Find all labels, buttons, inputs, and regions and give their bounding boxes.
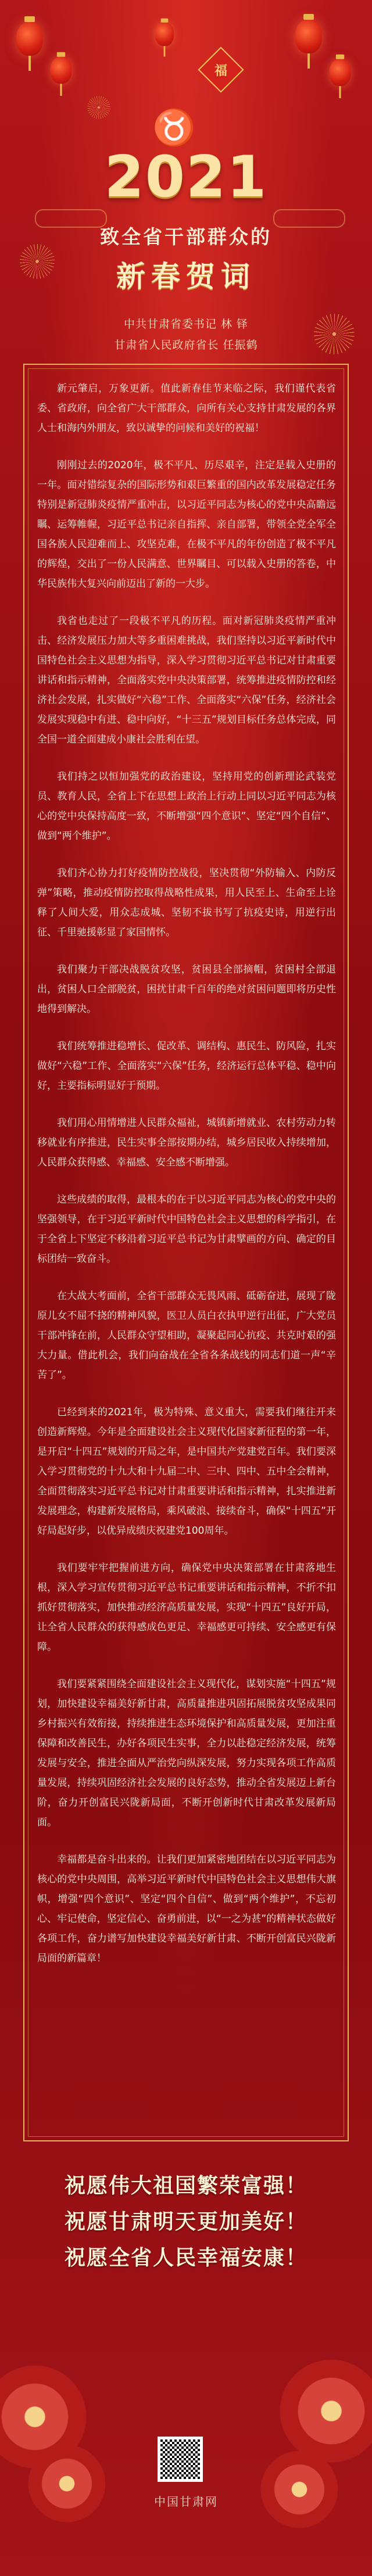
- paragraph: 我们统筹推进稳增长、促改革、调结构、惠民生、防风险，扎实做好“六稳”工作、全面落实“六保”任务，经济运行总体平稳、稳中向好，主要指标明显好于预期。: [37, 1041, 336, 1092]
- lantern-icon: [330, 59, 351, 86]
- paragraph: 新元肇启，万象更新。值此新春佳节来临之际，我们谨代表省委、省政府，向全省广大干部群众，向所有关心支持甘肃发展的各界人士和海内外朋友，致以诚挚的问候和美好的祝福！: [37, 383, 336, 434]
- message-panel: [23, 364, 349, 2141]
- paragraph: 已经到来的2021年，极为特殊、意义重大，需要我们继往开来创造新辉煌。今年是全面建设社会主义现代化国家新征程的第一年，是开启“十四五”规划的开局之年，是中国共产党建党百年。我们要深入学习贯彻党的十九大和十九届二中、三中、四中、五中全会精神，全面贯彻落实习近平总书记对甘肃重要讲话和指示精神，扎实推进新发展理念，构建新发展格局，乘风破浪、接续奋斗，确保“十四五”开好局起好步，以优异成绩庆祝建党100周年。: [37, 1407, 336, 1537]
- fu-character: 福: [214, 63, 227, 78]
- footer: [0, 2289, 372, 2576]
- slogan-line: 祝愿伟大祖国繁荣富强！: [64, 2174, 307, 2198]
- message-body: [37, 379, 336, 1986]
- year-title: 2021: [104, 144, 268, 210]
- paragraph: 我们聚力干部决战脱贫攻坚，贫困县全部摘帽，贫困村全部退出，贫困人口全部脱贫，困扰甘肃千百年的绝对贫困问题即将历史性地得到解决。: [37, 964, 336, 1015]
- lantern-icon: [155, 23, 174, 46]
- header-banner: [0, 0, 372, 349]
- lantern-icon: [295, 20, 322, 53]
- page-title: 新春贺词: [116, 259, 256, 293]
- lantern-icon: [16, 22, 43, 56]
- slogans-block: [0, 2168, 372, 2276]
- slogan-line: 祝愿甘肃明天更加美好！: [64, 2210, 307, 2234]
- paragraph: 我们齐心协力打好疫情防控战役，坚决贯彻“外防输入、内防反弹”策略，推动疫情防控取得战略性成果，用人民至上、生命至上诠释了人间大爱，用众志成城、坚韧不拔书写了抗疫史诗，用逆行出征、千里驰援彰显了家国情怀。: [37, 867, 336, 938]
- slogan-line: 祝愿全省人民幸福安康！: [64, 2246, 307, 2270]
- paragraph: 刚刚过去的2020年，极不平凡、历尽艰辛，注定是载入史册的一年。面对错综复杂的国际形势和艰巨繁重的国内改革发展稳定任务特别是新冠肺炎疫情严重冲击，以习近平同志为核心的党中央高瞻远瞩、运筹帷幄，习近平总书记亲自指挥、亲自部署，带领全党全军全国各族人民迎难而上、攻坚克难，在极不平凡的年份创造了极不平凡的辉煌，交出了一份人民满意、世界瞩目、可以载入史册的答卷，中华民族伟大复兴向前迈出了新的一大步。: [37, 460, 336, 590]
- flower-decoration-icon: [256, 2446, 343, 2533]
- firework-icon: [87, 96, 110, 119]
- flower-decoration-icon: [23, 2440, 110, 2527]
- qr-code[interactable]: [158, 2437, 203, 2482]
- lantern-icon: [51, 57, 72, 84]
- paragraph: 在大战大考面前，全省干部群众无畏风雨、砥砺奋进，展现了陇原儿女不屈不挠的精神风貌，医卫人员白衣执甲逆行出征，广大党员干部冲锋在前，人民群众守望相助，凝聚起同心抗疫、共克时艰的强大力量。借此机会，我们向奋战在全省各条战线的同志们道一声“辛苦了”。: [37, 1290, 336, 1381]
- paragraph: 我们要牢牢把握前进方向，确保党中央决策部署在甘肃落地生根，深入学习宣传贯彻习近平总书记重要讲话和指示精神，不折不扣抓好贯彻落实，加快推动经济高质量发展，实现“十四五”良好开局，让全省人民群众的获得感成色更足、幸福感更可持续、安全感更有保障。: [37, 1562, 336, 1653]
- author-line: 中共甘肃省委书记 林 铎: [123, 318, 249, 331]
- paragraph: 我们用心用情增进人民群众福祉，城镇新增就业、农村劳动力转移就业有序推进，民生实事全部按期办结，城乡居民收入持续增加，人民群众获得感、幸福感、安全感不断增强。: [37, 1117, 336, 1168]
- paragraph: 这些成绩的取得，最根本的在于以习近平同志为核心的党中央的坚强领导，在于习近平新时代中国特色社会主义思想的科学指引，在于全省上下坚定不移沿着习近平总书记为甘肃擘画的方向、确定的目标团结一致奋斗。: [37, 1194, 336, 1265]
- page-subtitle: 致全省干部群众的: [100, 225, 272, 248]
- paragraph: 我们持之以恒加强党的政治建设，坚持用党的创新理论武装党员、教育人民，全省上下在思想上政治上行动上同以习近平同志为核心的党中央保持高度一致，不断增强“四个意识”、坚定“四个自信”、做到“两个维护”。: [37, 771, 336, 842]
- author-line: 甘肃省人民政府省长 任振鹤: [114, 339, 258, 351]
- fu-diamond-icon: [198, 46, 244, 92]
- paragraph: 我们要紧紧围绕全面建设社会主义现代化，谋划实施“十四五”规划，加快建设幸福美好新甘肃，高质量推进巩固拓展脱贫攻坚成果同乡村振兴有效衔接，持续推进生态环境保护和高质量发展，更加注重保障和改善民生，办好各项民生实事，全力以赴稳定经济发展，统筹发展与安全，推进全面从严治党向纵深发展，努力实现各项工作高质量发展，持续巩固经济社会发展的良好态势，推动全省发展迈上新台阶，奋力开创富民兴陇新局面，不断开创新时代甘肃改革发展新局面。: [37, 1678, 336, 1828]
- paragraph: 我省也走过了一段极不平凡的历程。面对新冠肺炎疫情严重冲击、经济发展压力加大等多重困难挑战，我们坚持以习近平新时代中国特色社会主义思想为指导，深入学习贯彻习近平总书记对甘肃重要讲话和指示精神，全面落实党中央决策部署，统筹推进疫情防控和经济社会发展，扎实做好“六稳”工作、全面落实“六保”任务，经济社会发展实现稳中有进、稳中向好，“十三五”规划目标任务总体完成，同全国一道全面建成小康社会胜利在望。: [37, 615, 336, 745]
- authors-block: [0, 314, 372, 356]
- ox-icon: ♉: [152, 107, 196, 148]
- paragraph: 幸福都是奋斗出来的。让我们更加紧密地团结在以习近平同志为核心的党中央周围，高举习近平新时代中国特色社会主义思想伟大旗帜，增强“四个意识”、坚定“四个自信”、做到“两个维护”，不忘初心、牢记使命，坚定信心、奋勇前进，以“一之为甚”的精神状态做好各项工作，奋力谱写加快建设幸福美好新甘肃、不断开创富民兴陇新局面的新篇章！: [37, 1854, 336, 1964]
- brand-logo: 中国甘肃网: [154, 2495, 218, 2509]
